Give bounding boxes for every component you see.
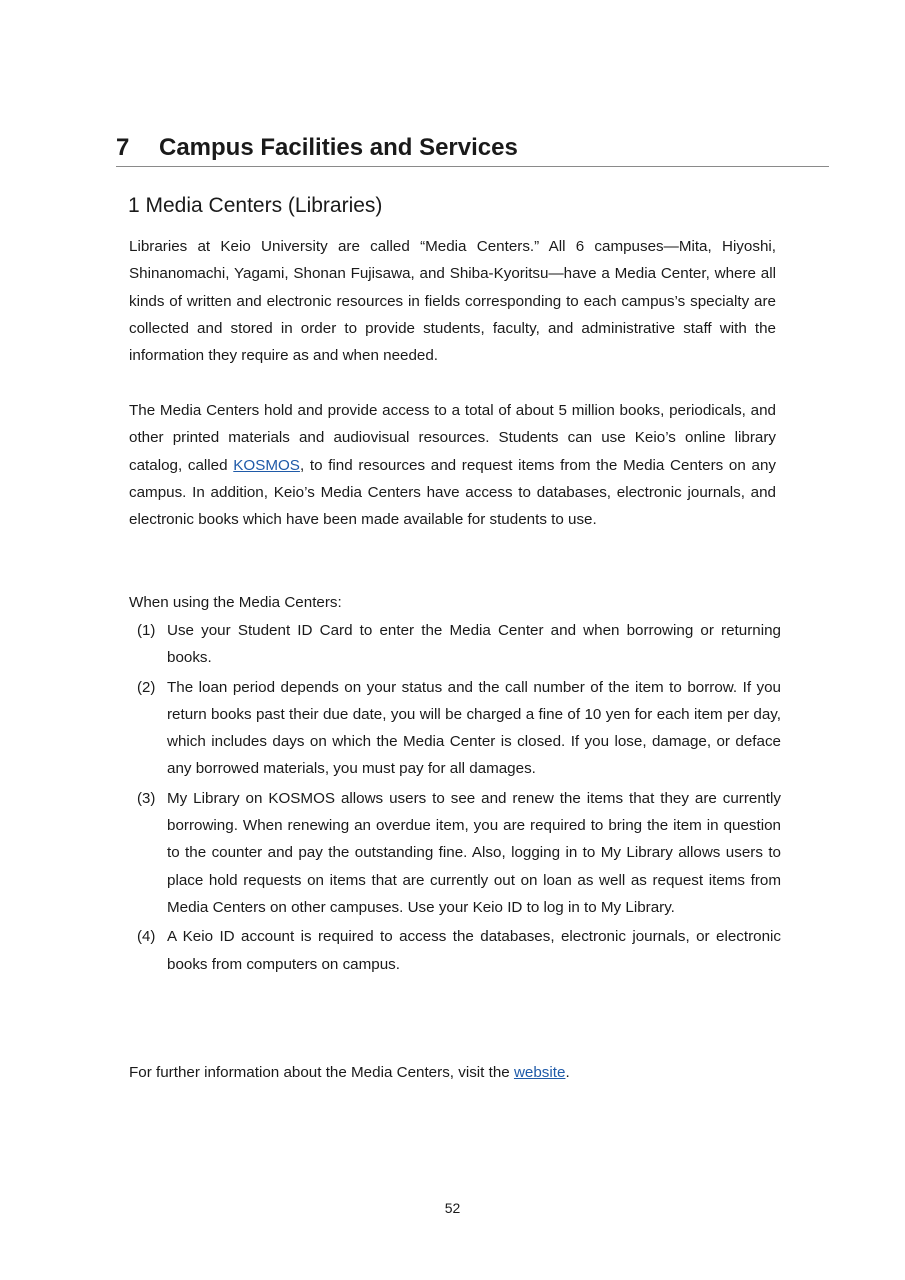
list-item (129, 785, 781, 921)
list-item-number: (4) (137, 928, 156, 946)
kosmos-link[interactable]: KOSMOS (233, 456, 300, 474)
website-link[interactable]: website (513, 1064, 566, 1081)
usage-intro: When using the Media Centers: (129, 594, 342, 611)
list-item-number: (1) (137, 622, 156, 639)
list-item-text: My Library on KOSMOS allows users to see and renew the items that they are currently borrowing. When renewing an overdue item, you are required to bring the item in question to the counter and pay the outstanding fine. Also, logging in to My Library allows users to place hold requests on items that are currently out on loan as well as request items from Media Centers on other campuses. Use your Keio ID to log in to My Library. (167, 789, 781, 916)
list-item-number: (2) (137, 678, 156, 696)
intro-paragraph: Libraries at Keio University are called “Media Centers.” All 6 campuses—Mita, Hiyoshi, Shinanomachi, Yagami, Shonan Fujisawa, and Shiba-Kyoritsu—have a Media Center, where all kinds of written and electronic resources in fields corresponding to each campus’s specialty are collected and stored in order to provide students, faculty, and administrative staff with the information they require as and when needed. (129, 238, 776, 365)
list-item-number: (3) (137, 789, 156, 807)
list-item-text: The loan period depends on your status and the call number of the item to borrow. If you return books past their due date, you will be charged a fine of 10 yen for each item per day, which includes days on which the Media Center is closed. If you lose, damage, or deface any borrowed materials, you must pay for all damages. (167, 678, 781, 778)
further-text-before: For further information about the Media Centers, visit the (129, 1064, 514, 1081)
further-text-after: . (565, 1064, 570, 1081)
page-number: 52 (444, 1200, 461, 1216)
chapter-number: 7 (116, 134, 130, 161)
holdings-text-before: The Media Centers hold and provide access to a total of about 5 million books, periodicals, and other printed materials and audiovisual resources. Students can use Keio’s online library catalog, called (129, 402, 776, 474)
chapter-heading (116, 133, 829, 167)
usage-list (129, 617, 781, 980)
section-title: 1 Media Centers (Libraries) (128, 194, 383, 217)
list-item-text: A Keio ID account is required to access the databases, electronic journals, or electronic books from computers on campus. (167, 928, 781, 973)
chapter-title: Campus Facilities and Services (159, 134, 518, 161)
further-info-paragraph (129, 1059, 776, 1086)
list-item-text: Use your Student ID Card to enter the Media Center and when borrowing or returning books. (167, 622, 781, 667)
holdings-paragraph (129, 397, 776, 533)
list-item (129, 617, 781, 672)
list-item (129, 923, 781, 978)
holdings-text-after: , to find resources and request items from the Media Centers on any campus. In addition, Keio’s Media Centers have access to databases, electronic journals, and electronic books which have been made available for students to use. (129, 456, 776, 529)
list-item (129, 674, 781, 783)
